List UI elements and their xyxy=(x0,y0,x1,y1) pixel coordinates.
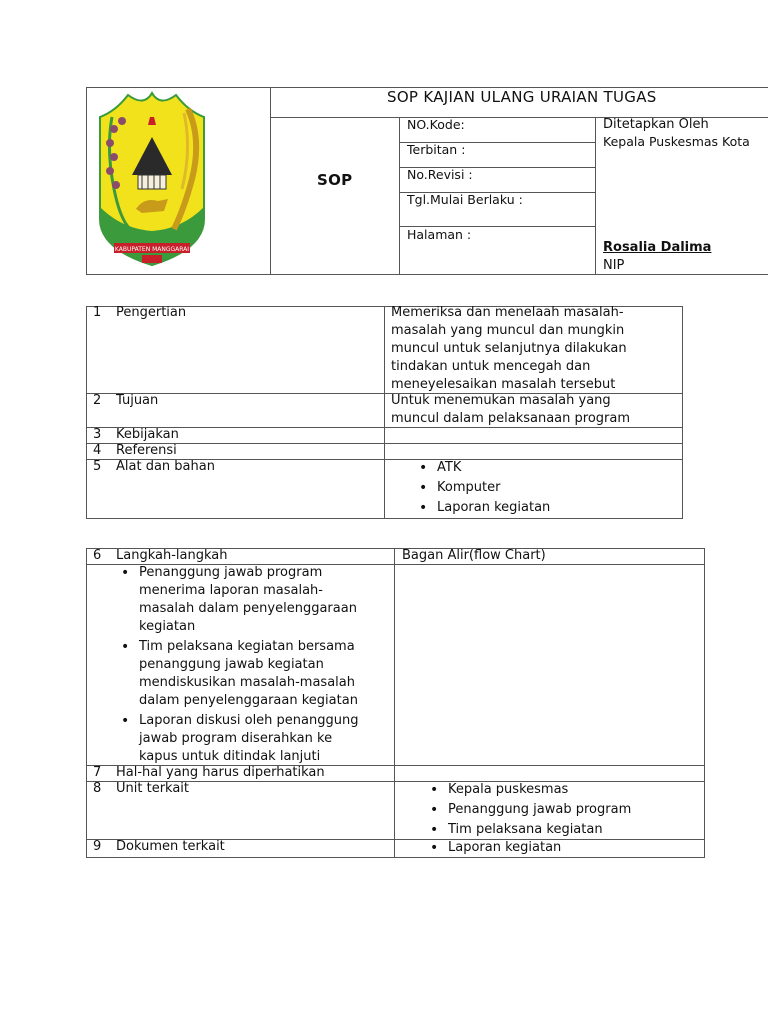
list-item: • Penanggung jawab program xyxy=(424,801,631,819)
list-item: • Tim pelaksana kegiatan bersama penanggung jawab kegiatan mendiskusikan masalah-masalah dalam penyelenggaraan kegiatan xyxy=(115,638,358,710)
row-4-label: Referensi xyxy=(116,443,177,458)
row-9-number: 9 xyxy=(93,839,102,854)
row-8-number: 8 xyxy=(93,781,102,796)
field-tgl-mulai: Tgl.Mulai Berlaku : xyxy=(407,192,523,207)
list-item: • Penanggung jawab program menerima laporan masalah- masalah dalam penyelenggaraan kegiatan xyxy=(115,564,358,636)
row-2-number: 2 xyxy=(93,393,102,408)
row-3-label: Kebijakan xyxy=(116,427,179,442)
list-item: • Laporan diskusi oleh penanggung jawab program diserahkan ke kapus untuk ditindak lanjuti xyxy=(115,712,358,766)
row-8-label: Unit terkait xyxy=(116,781,190,796)
svg-text:KABUPATEN MANGGARAI: KABUPATEN MANGGARAI xyxy=(114,246,190,253)
row-7-number: 7 xyxy=(93,765,102,780)
row-7-label: Hal-hal yang harus diperhatikan xyxy=(116,765,325,780)
tools-list xyxy=(413,459,550,517)
list-item: • Kepala puskesmas xyxy=(424,781,631,799)
row-2-label: Tujuan xyxy=(116,393,159,408)
row-1-description: Memeriksa dan menelaah masalah- masalah yang muncul dan mungkin muncul untuk selanjutnya dilakukan tindakan untuk mencegah dan meneyelesaikan masalah tersebut xyxy=(391,305,627,392)
list-item: • Laporan kegiatan xyxy=(413,499,550,517)
signer-name: Rosalia Dalima xyxy=(603,240,712,255)
list-item: • ATK xyxy=(413,459,550,477)
row-2-description: Untuk menemukan masalah yang muncul dalam pelaksanaan program xyxy=(391,393,630,426)
list-item: • Komputer xyxy=(413,479,550,497)
row-1-label: Pengertian xyxy=(116,305,187,320)
steps-heading: Langkah-langkah xyxy=(116,548,228,563)
approval-heading: Ditetapkan Oleh xyxy=(603,117,709,132)
row-1-number: 1 xyxy=(93,305,102,320)
related-units-list xyxy=(424,781,631,839)
row-5-number: 5 xyxy=(93,459,102,474)
approval-role: Kepala Puskesmas Kota xyxy=(603,134,750,149)
list-item: • Laporan kegiatan xyxy=(424,839,561,857)
sop-title: SOP KAJIAN ULANG URAIAN TUGAS xyxy=(387,88,657,106)
field-no-revisi: No.Revisi : xyxy=(407,167,473,182)
flowchart-heading: Bagan Alir(flow Chart) xyxy=(402,548,546,563)
logo-kabupaten-manggarai xyxy=(92,89,210,271)
row-6-number: 6 xyxy=(93,548,102,563)
row-4-number: 4 xyxy=(93,443,102,458)
sop-label: SOP xyxy=(317,171,353,189)
field-terbitan: Terbitan : xyxy=(407,142,466,157)
row-5-label: Alat dan bahan xyxy=(116,459,215,474)
related-documents-list xyxy=(424,839,561,857)
row-3-number: 3 xyxy=(93,427,102,442)
signer-nip: NIP xyxy=(603,258,625,273)
field-halaman: Halaman : xyxy=(407,227,472,242)
steps-list xyxy=(115,564,358,766)
list-item: • Tim pelaksana kegiatan xyxy=(424,821,631,839)
row-9-label: Dokumen terkait xyxy=(116,839,225,854)
field-no-kode: NO.Kode: xyxy=(407,117,465,132)
